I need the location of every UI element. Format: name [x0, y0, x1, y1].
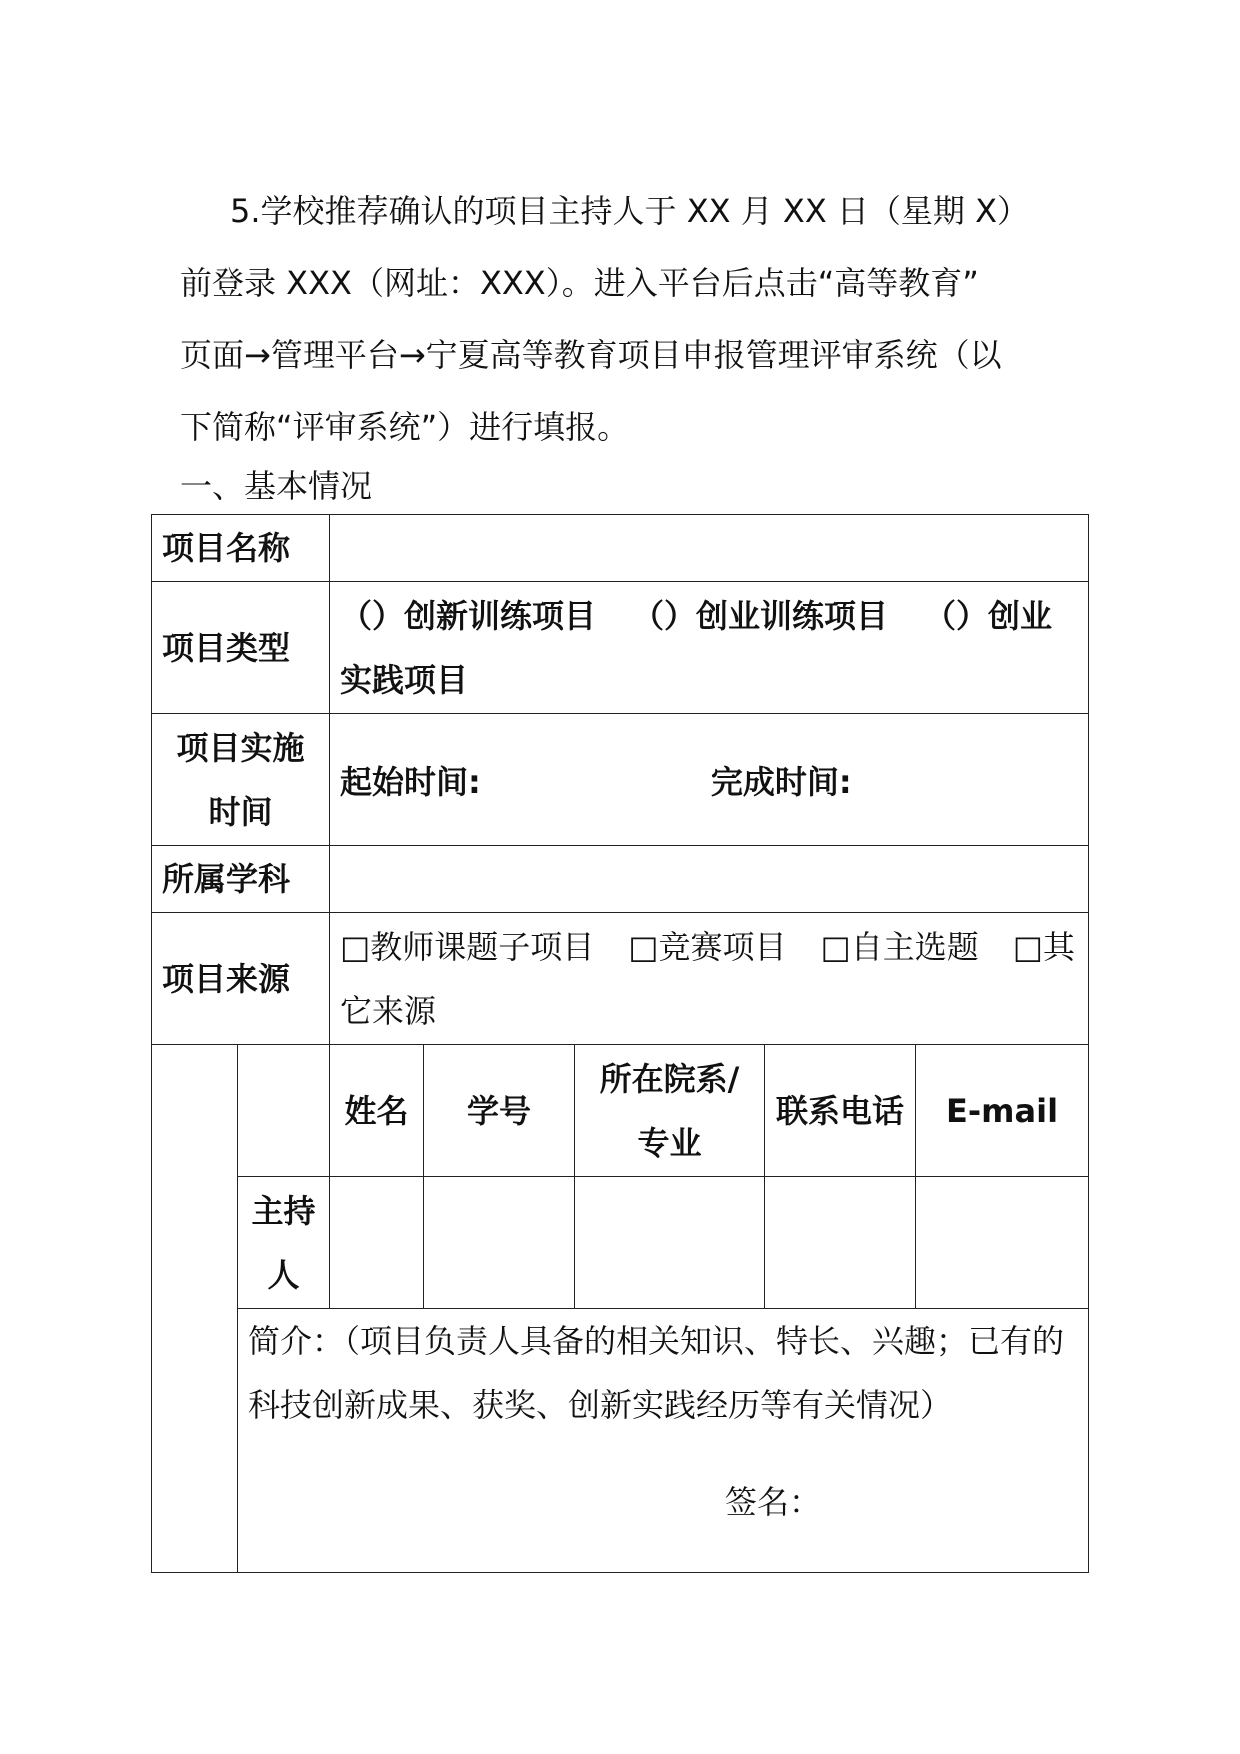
project-name-field[interactable]: [330, 515, 1089, 582]
header-name: 姓名: [330, 1045, 424, 1177]
host-phone-field[interactable]: [765, 1177, 916, 1309]
intro-line-1: 5.学校推荐确认的项目主持人于 XX 月 XX 日（星期 X）: [230, 192, 1030, 230]
host-intro-cell[interactable]: [238, 1309, 1089, 1573]
intro-line-3: 页面→管理平台→宁夏高等教育项目申报管理评审系统（以: [180, 336, 1002, 374]
source-option-teacher-subproject[interactable]: □教师课题子项目: [340, 927, 595, 966]
source-option-competition[interactable]: □竞赛项目: [628, 927, 787, 966]
header-phone: 联系电话: [765, 1045, 916, 1177]
type-option-entrepreneurship-practice[interactable]: （）创业实践项目: [340, 596, 1053, 699]
row-discipline: [152, 846, 1089, 913]
project-source-options: [330, 913, 1089, 1045]
person-group-cell: [152, 1045, 238, 1573]
row-host-intro: [152, 1309, 1089, 1573]
type-option-innovation-training[interactable]: （）创新训练项目: [340, 596, 597, 635]
host-name-field[interactable]: [330, 1177, 424, 1309]
project-type-options: [330, 582, 1089, 714]
row-project-name: [152, 515, 1089, 582]
header-student-id: 学号: [424, 1045, 575, 1177]
project-period-field: [330, 714, 1089, 846]
person-header-blank: [238, 1045, 330, 1177]
host-email-field[interactable]: [916, 1177, 1089, 1309]
host-department-field[interactable]: [575, 1177, 765, 1309]
discipline-field[interactable]: [330, 846, 1089, 913]
row-project-period: [152, 714, 1089, 846]
intro-line-2: 前登录 XXX（网址：XXX）。进入平台后点击“高等教育”: [180, 264, 979, 302]
type-option-entrepreneurship-training[interactable]: （）创业训练项目: [632, 596, 889, 635]
project-period-label: 项目实施时间: [152, 714, 330, 846]
intro-line-4: 下简称“评审系统”）进行填报。: [180, 408, 630, 446]
section-title: 一、基本情况: [180, 467, 373, 505]
project-name-label: 项目名称: [152, 515, 330, 582]
end-time-label[interactable]: 完成时间:: [710, 762, 852, 801]
basic-info-table: [151, 514, 1089, 1573]
start-time-label[interactable]: 起始时间:: [340, 762, 481, 801]
host-label: 主持人: [238, 1177, 330, 1309]
row-project-type: [152, 582, 1089, 714]
row-person-headers: [152, 1045, 1089, 1177]
header-email: E-mail: [916, 1045, 1089, 1177]
project-type-label: 项目类型: [152, 582, 330, 714]
source-option-other[interactable]: □其它来源: [340, 927, 1076, 1030]
project-source-label: 项目来源: [152, 913, 330, 1045]
source-option-self-selected[interactable]: □自主选题: [820, 927, 979, 966]
row-project-source: [152, 913, 1089, 1045]
discipline-label: 所属学科: [152, 846, 330, 913]
host-student-id-field[interactable]: [424, 1177, 575, 1309]
row-host: [152, 1177, 1089, 1309]
header-department: 所在院系/专业: [575, 1045, 765, 1177]
signature-label: 签名：: [725, 1483, 822, 1521]
host-intro-text: 简介：（项目负责人具备的相关知识、特长、兴趣；已有的科技创新成果、获奖、创新实践经历等有关情况）: [248, 1322, 1065, 1424]
